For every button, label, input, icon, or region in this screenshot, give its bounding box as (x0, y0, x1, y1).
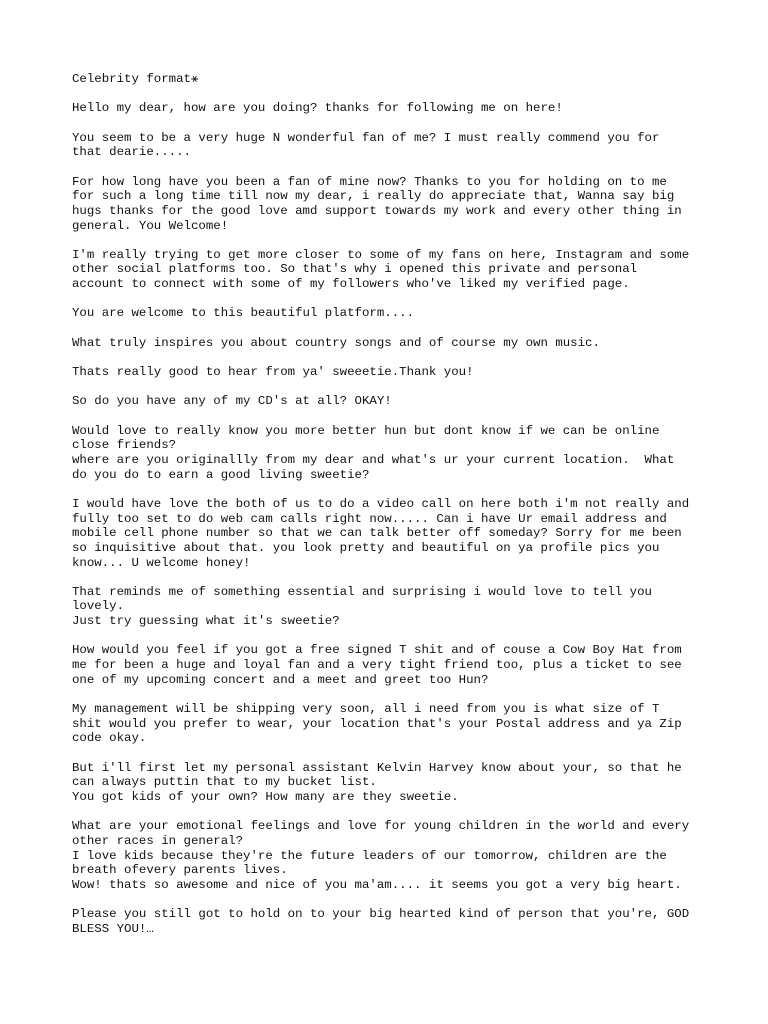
text-line: for such a long time till now my dear, i really do appreciate that, Wanna say big (72, 189, 675, 204)
document-body (72, 101, 712, 936)
paragraph (72, 394, 712, 409)
text-line: general. You Welcome! (72, 218, 229, 233)
text-line: How would you feel if you got a free signed T shit and of couse a Cow Boy Hat from (72, 643, 682, 658)
paragraph (72, 585, 712, 629)
text-line: You got kids of your own? How many are they sweetie. (72, 789, 459, 804)
paragraph (72, 497, 712, 570)
text-line: You are welcome to this beautiful platform.... (72, 306, 415, 321)
text-line: close friends? (72, 438, 177, 453)
text-line: BLESS YOU!… (72, 921, 154, 936)
text-line: can always puttin that to my bucket list. (72, 775, 377, 790)
text-line: Just try guessing what it's sweetie? (72, 614, 340, 629)
paragraph (72, 702, 712, 746)
text-line: Would love to really know you more better hun but dont know if we can be online (72, 423, 660, 438)
text-line: know... U welcome honey! (72, 555, 251, 570)
text-line: My management will be shipping very soon, all i need from you is what size of T (72, 702, 660, 717)
paragraph (72, 175, 712, 234)
text-line: What are your emotional feelings and love for young children in the world and every (72, 819, 690, 834)
text-line: What truly inspires you about country songs and of course my own music. (72, 335, 600, 350)
text-line: one of my upcoming concert and a meet and greet too Hun? (72, 672, 489, 687)
text-line: do you do to earn a good living sweetie? (72, 467, 370, 482)
document-title: Celebrity format⚹ (72, 72, 199, 86)
paragraph (72, 761, 712, 805)
text-line: I would have love the both of us to do a video call on here both i'm not really and (72, 496, 690, 511)
text-line: account to connect with some of my followers who've liked my verified page. (72, 277, 630, 292)
paragraph (72, 101, 712, 116)
text-line: breath ofevery parents lives. (72, 863, 288, 878)
paragraph (72, 424, 712, 483)
text-line: Thats really good to hear from ya' sweeetie.Thank you! (72, 365, 474, 380)
text-line: other races in general? (72, 833, 244, 848)
paragraph (72, 907, 712, 936)
text-line: So do you have any of my CD's at all? OKAY! (72, 394, 392, 409)
document-page (72, 72, 712, 951)
text-line: shit would you prefer to wear, your location that's your Postal address and ya Zip (72, 716, 682, 731)
paragraph (72, 819, 712, 892)
text-line: Hello my dear, how are you doing? thanks for following me on here! (72, 101, 563, 116)
text-line: that dearie..... (72, 145, 191, 160)
text-line: I love kids because they're the future leaders of our tomorrow, children are the (72, 848, 667, 863)
text-line: code okay. (72, 731, 147, 746)
text-line: That reminds me of something essential and surprising i would love to tell you (72, 584, 652, 599)
text-line: But i'll first let my personal assistant Kelvin Harvey know about your, so that he (72, 760, 682, 775)
paragraph (72, 643, 712, 687)
text-line: Please you still got to hold on to your big hearted kind of person that you're, GOD (72, 907, 690, 922)
text-line: Wow! thats so awesome and nice of you ma'am.... it seems you got a very big heart. (72, 877, 682, 892)
text-line: other social platforms too. So that's why i opened this private and personal (72, 262, 638, 277)
paragraph (72, 306, 712, 321)
paragraph (72, 336, 712, 351)
text-line: mobile cell phone number so that we can talk better off someday? Sorry for me been (72, 526, 682, 541)
text-line: For how long have you been a fan of mine now? Thanks to you for holding on to me (72, 174, 667, 189)
paragraph (72, 248, 712, 292)
text-line: fully too set to do web cam calls right now..... Can i have Ur email address and (72, 511, 667, 526)
text-line: I'm really trying to get more closer to some of my fans on here, Instagram and some (72, 247, 690, 262)
text-line: hugs thanks for the good love amd support towards my work and every other thing in (72, 203, 682, 218)
text-line: You seem to be a very huge N wonderful fan of me? I must really commend you for (72, 130, 660, 145)
text-line: lovely. (72, 599, 125, 614)
text-line: where are you originallly from my dear and what's ur your current location. What (72, 452, 675, 467)
text-line: me for been a huge and loyal fan and a very tight friend too, plus a ticket to see (72, 658, 682, 673)
text-line: so inquisitive about that. you look pretty and beautiful on ya profile pics you (72, 540, 660, 555)
paragraph (72, 365, 712, 380)
paragraph (72, 131, 712, 160)
